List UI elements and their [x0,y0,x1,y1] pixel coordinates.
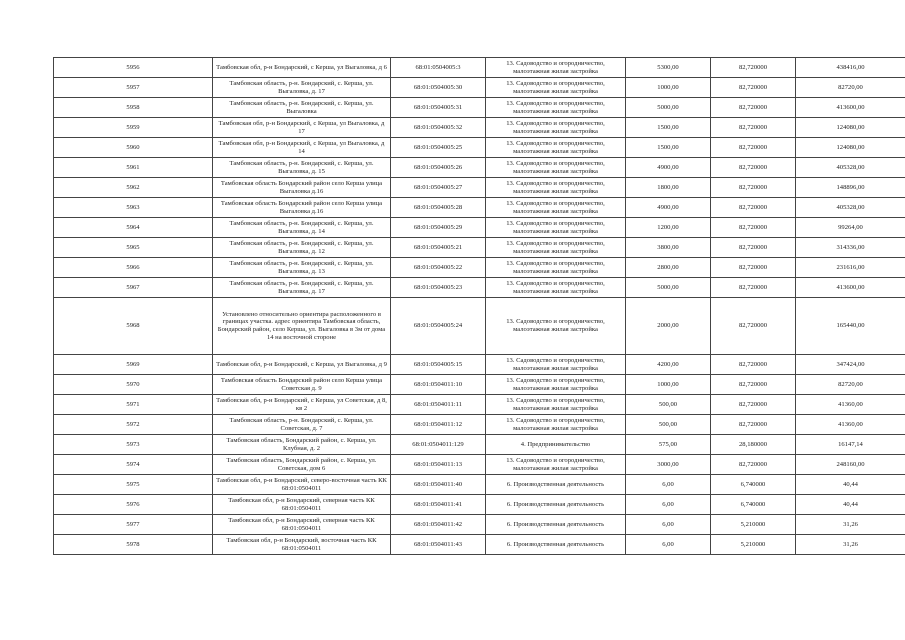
address-cell: Тамбовская обл, р-н Бондарский, северная часть КК 68:01:0504011 [213,495,391,515]
land-use-cell: 13. Садоводство и огородничество, малоэтажная жилая застройка [486,218,626,238]
row-number-cell: 5960 [54,138,213,158]
table-row [54,415,905,435]
land-use-cell: 13. Садоводство и огородничество, малоэтажная жилая застройка [486,258,626,278]
cadastral-value-cell: 405328,00 [796,198,905,218]
row-number-cell: 5978 [54,535,213,555]
cadastral-value-cell: 314336,00 [796,238,905,258]
area-cell: 2000,00 [626,298,711,355]
rate-cell: 82,720000 [711,298,796,355]
rate-cell: 5,210000 [711,535,796,555]
cadastral-number-cell: 68:01:0504011:41 [391,495,486,515]
land-use-cell: 13. Садоводство и огородничество, малоэтажная жилая застройка [486,375,626,395]
row-number-cell: 5963 [54,198,213,218]
area-cell: 5000,00 [626,278,711,298]
land-use-cell: 13. Садоводство и огородничество, малоэтажная жилая застройка [486,395,626,415]
cadastral-value-cell: 438416,00 [796,58,905,78]
table-row [54,455,905,475]
rate-cell: 6,740000 [711,495,796,515]
area-cell: 6,00 [626,475,711,495]
rate-cell: 82,720000 [711,138,796,158]
table-row [54,98,905,118]
rate-cell: 5,210000 [711,515,796,535]
cadastral-value-cell: 124080,00 [796,138,905,158]
cadastral-number-cell: 68:01:0504011:13 [391,455,486,475]
area-cell: 6,00 [626,495,711,515]
row-number-cell: 5958 [54,98,213,118]
area-cell: 6,00 [626,535,711,555]
land-use-cell: 13. Садоводство и огородничество, малоэтажная жилая застройка [486,78,626,98]
cadastral-value-cell: 82720,00 [796,78,905,98]
area-cell: 3000,00 [626,455,711,475]
area-cell: 3800,00 [626,238,711,258]
rate-cell: 82,720000 [711,178,796,198]
row-number-cell: 5957 [54,78,213,98]
cadastral-value-cell: 413600,00 [796,278,905,298]
cadastral-number-cell: 68:01:0504005:29 [391,218,486,238]
table-row [54,78,905,98]
address-cell: Тамбовская обл, р-н Бондарский, северо-восточная часть КК 68:01:0504011 [213,475,391,495]
row-number-cell: 5972 [54,415,213,435]
address-cell: Тамбовская обл, р-н Бондарский, с Керша, ул Выгаловка, д 17 [213,118,391,138]
cadastral-value-table [53,57,905,555]
rate-cell: 82,720000 [711,395,796,415]
cadastral-number-cell: 68:01:0504005:22 [391,258,486,278]
address-cell: Тамбовская область, р-н. Бондарский, с. Керша, ул. Выгаловка, д. 17 [213,278,391,298]
address-cell: Тамбовская область, р-н. Бондарский, с. Керша, ул. Выгаловка, д. 17 [213,78,391,98]
table-row [54,278,905,298]
address-cell: Тамбовская область, р-н. Бондарский, с. Керша, ул. Выгаловка, д. 13 [213,258,391,278]
row-number-cell: 5977 [54,515,213,535]
land-use-cell: 13. Садоводство и огородничество, малоэтажная жилая застройка [486,455,626,475]
row-number-cell: 5974 [54,455,213,475]
row-number-cell: 5975 [54,475,213,495]
address-cell: Тамбовская область, Бондарский район, с. Керша, ул. Советская, дом 6 [213,455,391,475]
land-use-cell: 13. Садоводство и огородничество, малоэтажная жилая застройка [486,415,626,435]
address-cell: Тамбовская обл, р-н Бондарский, северная часть КК 68:01:0504011 [213,515,391,535]
table-row [54,58,905,78]
rate-cell: 82,720000 [711,415,796,435]
table-row [54,435,905,455]
row-number-cell: 5962 [54,178,213,198]
table-row [54,158,905,178]
cadastral-number-cell: 68:01:0504011:42 [391,515,486,535]
land-use-cell: 13. Садоводство и огородничество, малоэтажная жилая застройка [486,58,626,78]
cadastral-number-cell: 68:01:0504005:30 [391,78,486,98]
cadastral-number-cell: 68:01:0504005:21 [391,238,486,258]
land-use-cell: 4. Предпринимательство [486,435,626,455]
area-cell: 575,00 [626,435,711,455]
row-number-cell: 5976 [54,495,213,515]
cadastral-value-cell: 40,44 [796,475,905,495]
land-use-cell: 6. Производственная деятельность [486,515,626,535]
land-use-cell: 13. Садоводство и огородничество, малоэтажная жилая застройка [486,118,626,138]
address-cell: Тамбовская обл, р-н Бондарский, с Керша, ул Выгаловка, д 14 [213,138,391,158]
cadastral-number-cell: 68:01:0504005:24 [391,298,486,355]
cadastral-value-cell: 31,26 [796,535,905,555]
area-cell: 1500,00 [626,118,711,138]
land-use-cell: 6. Производственная деятельность [486,495,626,515]
rate-cell: 82,720000 [711,455,796,475]
land-use-cell: 13. Садоводство и огородничество, малоэтажная жилая застройка [486,238,626,258]
table-row [54,495,905,515]
rate-cell: 82,720000 [711,238,796,258]
table-row [54,475,905,495]
rate-cell: 82,720000 [711,98,796,118]
row-number-cell: 5968 [54,298,213,355]
cadastral-number-cell: 68:01:0504011:43 [391,535,486,555]
table-row [54,258,905,278]
row-number-cell: 5973 [54,435,213,455]
cadastral-value-cell: 347424,00 [796,355,905,375]
area-cell: 5000,00 [626,98,711,118]
cadastral-value-cell: 165440,00 [796,298,905,355]
address-cell: Тамбовская область Бондарский район село Керша улица Советская д. 9 [213,375,391,395]
table-row [54,355,905,375]
cadastral-number-cell: 68:01:0504011:40 [391,475,486,495]
area-cell: 5300,00 [626,58,711,78]
land-use-cell: 13. Садоводство и огородничество, малоэтажная жилая застройка [486,158,626,178]
land-use-cell: 13. Садоводство и огородничество, малоэтажная жилая застройка [486,298,626,355]
rate-cell: 82,720000 [711,58,796,78]
area-cell: 1800,00 [626,178,711,198]
address-cell: Установлено относительно ориентира расположенного в границах участка. адрес ориентира Тамбовская область, Бондарский район, село Керша, ул. Выгаловка в 3м от дома 14 на восточной стороне [213,298,391,355]
row-number-cell: 5959 [54,118,213,138]
rate-cell: 82,720000 [711,118,796,138]
cadastral-number-cell: 68:01:0504005:15 [391,355,486,375]
cadastral-value-cell: 41360,00 [796,415,905,435]
land-use-cell: 13. Садоводство и огородничество, малоэтажная жилая застройка [486,178,626,198]
address-cell: Тамбовская область, р-н. Бондарский, с. Керша, ул. Советская, д. 7 [213,415,391,435]
rate-cell: 82,720000 [711,198,796,218]
cadastral-number-cell: 68:01:0504005:26 [391,158,486,178]
rate-cell: 82,720000 [711,355,796,375]
rate-cell: 28,180000 [711,435,796,455]
row-number-cell: 5971 [54,395,213,415]
cadastral-value-cell: 41360,00 [796,395,905,415]
area-cell: 4900,00 [626,198,711,218]
land-use-cell: 6. Производственная деятельность [486,535,626,555]
table-row [54,375,905,395]
cadastral-number-cell: 68:01:0504005:32 [391,118,486,138]
area-cell: 4200,00 [626,355,711,375]
area-cell: 1000,00 [626,78,711,98]
address-cell: Тамбовская обл, р-н Бондарский, с Керша, ул Выгаловка, д 9 [213,355,391,375]
land-use-cell: 13. Садоводство и огородничество, малоэтажная жилая застройка [486,98,626,118]
area-cell: 2800,00 [626,258,711,278]
row-number-cell: 5965 [54,238,213,258]
row-number-cell: 5966 [54,258,213,278]
cadastral-value-cell: 413600,00 [796,98,905,118]
table-row [54,515,905,535]
row-number-cell: 5970 [54,375,213,395]
area-cell: 1500,00 [626,138,711,158]
table-row [54,535,905,555]
address-cell: Тамбовская область, Бондарский район, с. Керша, ул. Клубная, д. 2 [213,435,391,455]
cadastral-value-cell: 124080,00 [796,118,905,138]
cadastral-value-cell: 16147,14 [796,435,905,455]
cadastral-number-cell: 68:01:0504011:10 [391,375,486,395]
cadastral-number-cell: 68:01:0504005:23 [391,278,486,298]
rate-cell: 6,740000 [711,475,796,495]
address-cell: Тамбовская область, р-н. Бондарский, с. Керша, ул. Выгаловка [213,98,391,118]
table-row [54,218,905,238]
rate-cell: 82,720000 [711,218,796,238]
row-number-cell: 5969 [54,355,213,375]
address-cell: Тамбовская обл, р-н Бондарский, с Керша, ул Советская, д 8, кв 2 [213,395,391,415]
table-row [54,138,905,158]
table-body [54,58,905,555]
cadastral-number-cell: 68:01:0504011:11 [391,395,486,415]
cadastral-value-cell: 248160,00 [796,455,905,475]
area-cell: 6,00 [626,515,711,535]
address-cell: Тамбовская обл, р-н Бондарский, восточная часть КК 68:01:0504011 [213,535,391,555]
address-cell: Тамбовская область, р-н. Бондарский, с. Керша, ул. Выгаловка, д. 15 [213,158,391,178]
area-cell: 500,00 [626,395,711,415]
land-use-cell: 6. Производственная деятельность [486,475,626,495]
cadastral-number-cell: 68:01:0504005:31 [391,98,486,118]
table-row [54,198,905,218]
address-cell: Тамбовская область, р-н. Бондарский, с. Керша, ул. Выгаловка, д. 14 [213,218,391,238]
table-row [54,238,905,258]
row-number-cell: 5956 [54,58,213,78]
cadastral-number-cell: 68:01:0504005:25 [391,138,486,158]
cadastral-value-cell: 82720,00 [796,375,905,395]
cadastral-value-cell: 405328,00 [796,158,905,178]
land-use-cell: 13. Садоводство и огородничество, малоэтажная жилая застройка [486,138,626,158]
table-row [54,395,905,415]
cadastral-number-cell: 68:01:0504011:12 [391,415,486,435]
area-cell: 1200,00 [626,218,711,238]
row-number-cell: 5967 [54,278,213,298]
rate-cell: 82,720000 [711,258,796,278]
address-cell: Тамбовская область, р-н. Бондарский, с. Керша, ул. Выгаловка, д. 12 [213,238,391,258]
address-cell: Тамбовская область Бондарский район село Керша улица Выгаловка д.16 [213,178,391,198]
address-cell: Тамбовская область Бондарский район село Керша улица Выгаловка д.16 [213,198,391,218]
row-number-cell: 5961 [54,158,213,178]
table-row [54,298,905,355]
rate-cell: 82,720000 [711,375,796,395]
land-use-cell: 13. Садоводство и огородничество, малоэтажная жилая застройка [486,278,626,298]
cadastral-value-cell: 99264,00 [796,218,905,238]
land-use-cell: 13. Садоводство и огородничество, малоэтажная жилая застройка [486,355,626,375]
cadastral-number-cell: 68:01:0504011:129 [391,435,486,455]
cadastral-value-cell: 31,26 [796,515,905,535]
table-row [54,118,905,138]
cadastral-number-cell: 68:01:0504005:27 [391,178,486,198]
rate-cell: 82,720000 [711,158,796,178]
land-use-cell: 13. Садоводство и огородничество, малоэтажная жилая застройка [486,198,626,218]
area-cell: 1000,00 [626,375,711,395]
table-row [54,178,905,198]
address-cell: Тамбовская обл, р-н Бондарский, с Керша, ул Выгаловка, д 6 [213,58,391,78]
rate-cell: 82,720000 [711,78,796,98]
rate-cell: 82,720000 [711,278,796,298]
cadastral-value-cell: 40,44 [796,495,905,515]
row-number-cell: 5964 [54,218,213,238]
cadastral-value-cell: 148896,00 [796,178,905,198]
area-cell: 500,00 [626,415,711,435]
cadastral-value-cell: 231616,00 [796,258,905,278]
cadastral-number-cell: 68:01:0504005:3 [391,58,486,78]
area-cell: 4900,00 [626,158,711,178]
cadastral-number-cell: 68:01:0504005:28 [391,198,486,218]
